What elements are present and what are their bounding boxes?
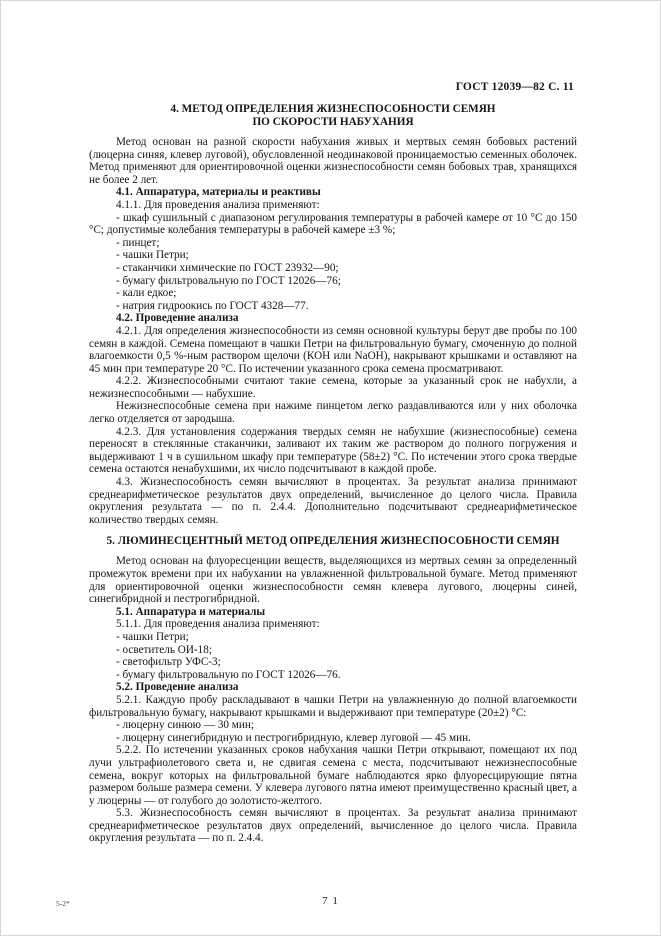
paragraph: - люцерну синегибридную и пестрогибридную, клевер луговой — 45 мин. <box>116 731 471 744</box>
paragraph: 5.2.1. Каждую пробу раскладывают в чашки Петри на увлажненную до полной влагоемкости фильтровальную бумагу, накрывают крышками и выдерживают при температуре (20±2) °С: <box>89 693 577 719</box>
section-heading-line: ПО СКОРОСТИ НАБУХАНИЯ <box>252 116 414 128</box>
paragraph: - натрия гидроокись по ГОСТ 4328—77. <box>116 299 309 312</box>
paragraph: - чашки Петри; <box>116 249 189 262</box>
section-heading <box>89 103 577 129</box>
paragraph: - осветитель ОИ-18; <box>116 643 212 656</box>
subsection-heading: 5.1. Аппаратура и материалы <box>116 605 266 618</box>
subsection-heading: 4.2. Проведение анализа <box>116 312 239 325</box>
section-heading-line: 4. МЕТОД ОПРЕДЕЛЕНИЯ ЖИЗНЕСПОСОБНОСТИ СЕМЯН <box>170 103 496 115</box>
paragraph: Метод основан на разной скорости набухания живых и мертвых семян бобовых растений (люцерна синяя, клевер луговой), обусловленной неодинаковой проницаемостью семенных оболочек. Метод применяют для ориентировочной оценки жизнеспособности семян бобовых трав, хранящихся не более 2 лет. <box>89 136 577 186</box>
subsection-heading: 4.1. Аппаратура, материалы и реактивы <box>116 186 321 199</box>
page-footer <box>1 895 660 909</box>
paragraph: - чашки Петри; <box>116 630 189 643</box>
document-reference: ГОСТ 12039—82 С. 11 <box>455 81 574 93</box>
subsection-heading: 5.2. Проведение анализа <box>116 681 239 694</box>
paragraph: 5.1.1. Для проведения анализа применяют: <box>116 618 320 631</box>
paragraph: Нежизнеспособные семена при нажиме пинцетом легко раздавливаются или у них оболочка легко отделяется от зародыша. <box>89 400 577 426</box>
paragraph: - светофильтр УФС-3; <box>116 656 221 669</box>
paragraph: 4.2.2. Жизнеспособными считают такие семена, которые за указанный срок не набухли, а нежизнеспособными — набухшие. <box>89 375 577 400</box>
document-body <box>89 103 577 845</box>
section-heading-line: 5. ЛЮМИНЕСЦЕНТНЫЙ МЕТОД ОПРЕДЕЛЕНИЯ ЖИЗНЕСПОСОБНОСТИ СЕМЯН <box>106 535 560 548</box>
paragraph: - шкаф сушильный с диапазоном регулирования температуры в рабочей камере от 10 °С до 150 °С; допустимые колебания температуры в рабочей камере ±3 %; <box>89 211 577 237</box>
section-heading <box>89 535 577 548</box>
paragraph: - кали едкое; <box>116 287 177 300</box>
paragraph: - бумагу фильтровальную по ГОСТ 12026—76. <box>116 668 341 681</box>
paragraph: 5.2.2. По истечении указанных сроков набухания чашки Петри открывают, помещают их под лучи ультрафиолетового света и, не сдвигая семена с места, подсчитывают нежизнеспособные семена, вокруг которых на фильтровальной бумаге наблюдаются ярко флуоресцирующие пятна размером больше размера семени. У клевера лугового пятна имеют преимущественно красный цвет, а у люцерны — от голубого до золотисто-желтого. <box>89 744 577 807</box>
page-number: 7 1 <box>322 895 339 907</box>
paragraph: 5.3. Жизнеспособность семян вычисляют в процентах. За результат анализа принимают среднеарифметическое результатов двух определений, вычисленное до целого числа. Правила округления результата — по п. 2.4.4. <box>89 807 577 845</box>
paragraph: Метод основан на флуоресценции веществ, выделяющихся из мертвых семян за определенный промежуток времени при их набухании на увлажненной фильтровальной бумаге. Метод применяют для ориентировочной оценки жизнеспособности семян клевера лугового, люцерны синей, синегибридной и пестрогибридной. <box>89 555 577 606</box>
page-header <box>89 81 574 93</box>
paragraph: - люцерну синюю — 30 мин; <box>116 719 254 732</box>
paragraph: - пинцет; <box>116 236 160 249</box>
paragraph: - стаканчики химические по ГОСТ 23932—90; <box>116 261 339 274</box>
paragraph: 4.2.3. Для установления содержания твердых семян не набухшие (жизнеспособные) семена переносят в стеклянные стаканчики, заливают их таким же раствором до полного погружения и выдерживают 1 ч в сушильном шкафу при температуре (58±2) °С. По истечении этого срока твердые семена остаются ненабухшими, их число подсчитывают в каждой пробе. <box>89 425 577 476</box>
paragraph: 4.3. Жизнеспособность семян вычисляют в процентах. За результат анализа принимают среднеарифметическое результатов двух определений, вычисленное до целого числа. Правила округления результата — по п. 2.4.4. Дополнительно подсчитывают среднеарифметическое количество твердых семян. <box>89 476 577 526</box>
paragraph: 4.1.1. Для проведения анализа применяют: <box>116 198 320 211</box>
paragraph: 4.2.1. Для определения жизнеспособности из семян основной культуры берут две пробы по 100 семян в каждой. Семена помещают в чашки Петри на фильтровальную бумагу, смоченную до полной влагоемкости 0,5 %-ным раствором щелочи (КОН или NaOH), накрывают крышками и оставляют на 45 мин при температуре 20 °С. По истечении указанного срока семена просматривают. <box>89 324 577 375</box>
footer-note: 5-2* <box>56 899 70 908</box>
paragraph: - бумагу фильтровальную по ГОСТ 12026—76; <box>116 274 341 287</box>
